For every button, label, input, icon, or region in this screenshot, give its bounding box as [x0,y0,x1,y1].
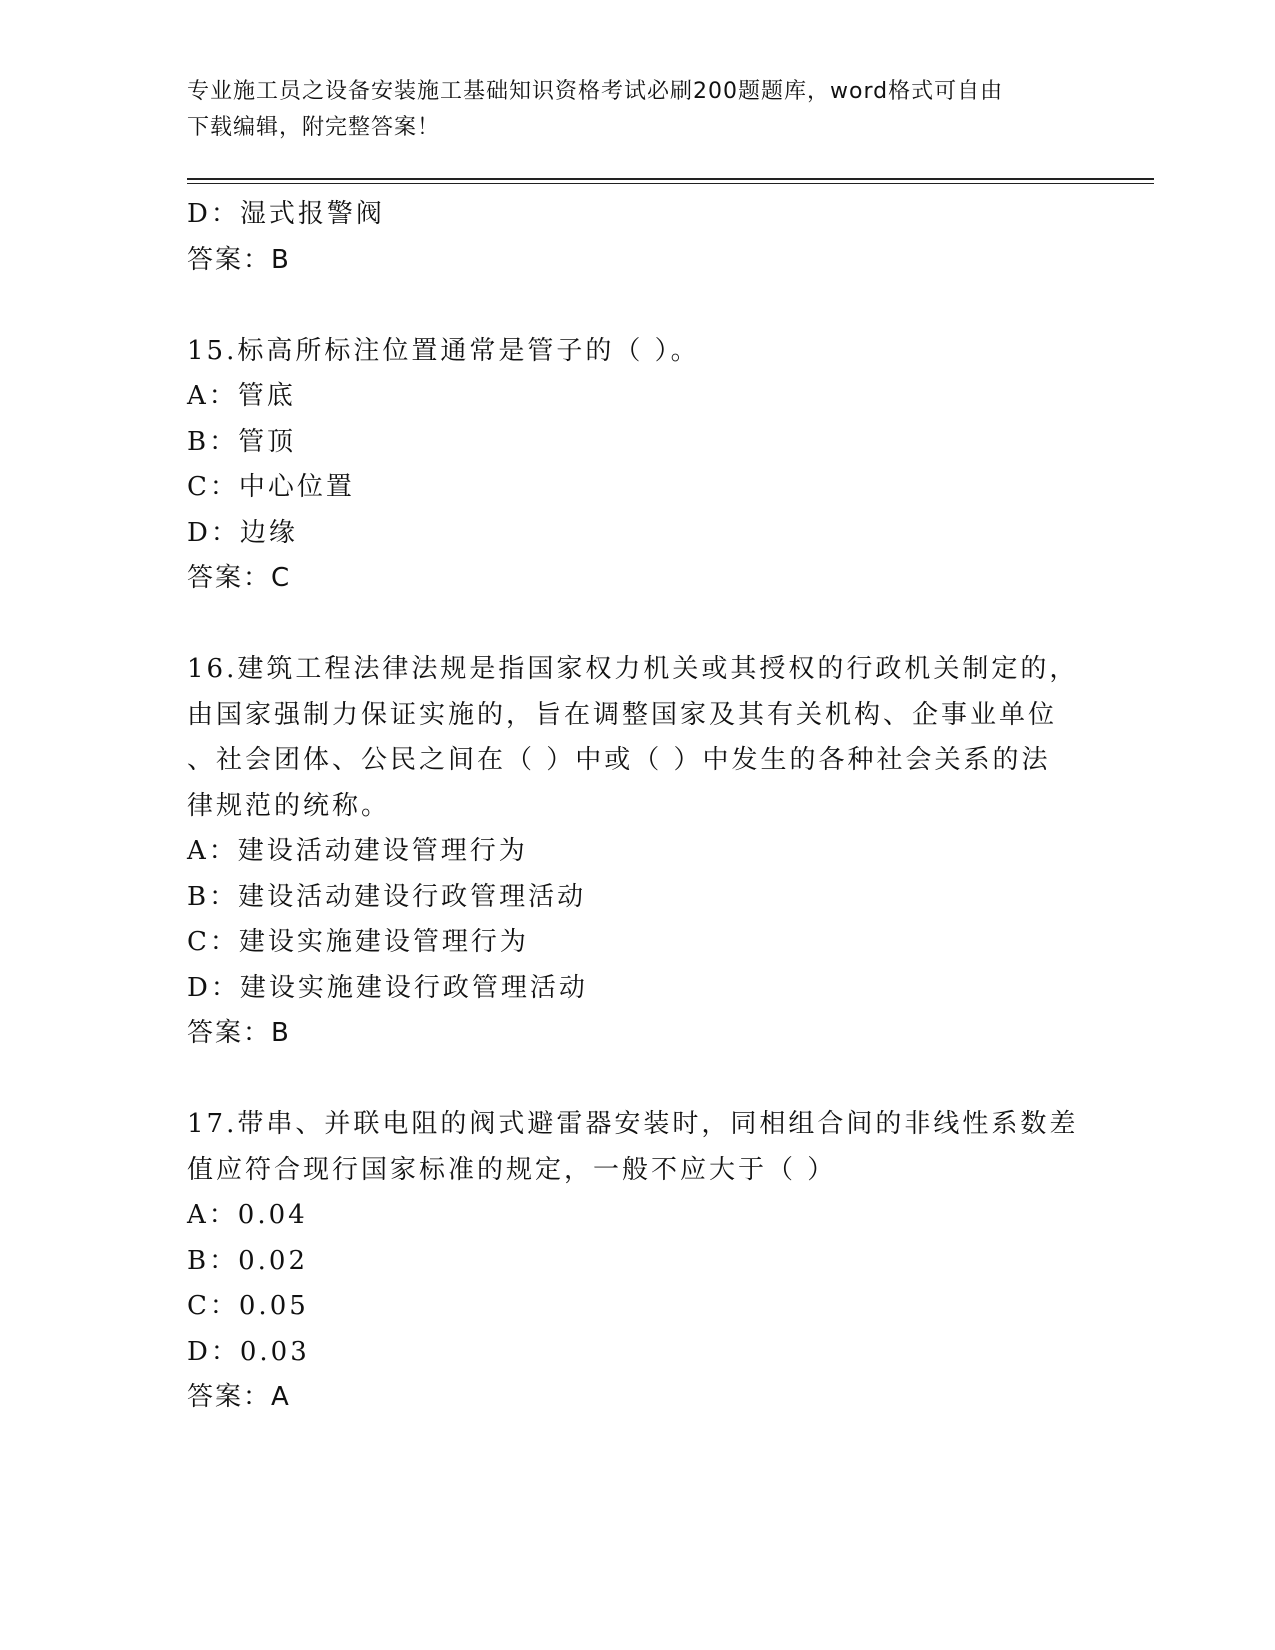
question-16 [187,647,1087,1057]
question-stem-line-2: 值应符合现行国家标准的规定，一般不应大于（ ） [187,1154,837,1185]
question-stem-line-4: 律规范的统称。 [187,790,391,821]
document-header [187,74,1067,146]
answer-line: 答案：C [187,563,292,593]
option-b: B：0.02 [187,1245,308,1276]
answer-line: 答案：B [187,1018,291,1048]
option-b: B：管顶 [187,426,297,457]
question-stem-line-1: 16.建筑工程法律法规是指国家权力机关或其授权的行政机关制定的， [187,654,1079,684]
question-stem-line-3: 、社会团体、公民之间在（ ）中或（ ）中发生的各种社会关系的法 [187,745,1051,775]
question-17 [187,1102,1087,1421]
option-d: D：0.03 [187,1336,310,1367]
option-c: C：0.05 [187,1291,309,1321]
question-stem: 15.标高所标注位置通常是管子的（ ）。 [187,335,700,366]
q14-answer: 答案：B [187,244,291,275]
question-stem-line-1: 17.带串、并联电阻的阀式避雷器安装时，同相组合间的非线性系数差 [187,1109,1079,1139]
option-d: D：边缘 [187,517,298,548]
option-a: A：0.04 [187,1200,308,1230]
option-d: D：建设实施建设行政管理活动 [187,972,588,1003]
question-15 [187,329,1087,602]
header-title-line-1: 专业施工员之设备安装施工基础知识资格考试必刷200题题库，word格式可自由 [187,79,1004,104]
option-a: A：管底 [187,381,296,411]
header-divider-thin [187,183,1154,184]
option-b: B：建设活动建设行政管理活动 [187,881,587,912]
answer-line: 答案：A [187,1382,291,1412]
header-divider [187,178,1154,180]
header-title-line-2: 下载编辑，附完整答案！ [187,115,441,140]
option-a: A：建设活动建设管理行为 [187,836,528,866]
q14-option-d: D：湿式报警阀 [187,199,385,229]
option-c: C：建设实施建设管理行为 [187,927,529,957]
question-list [187,192,1087,1421]
question-stem-line-2: 由国家强制力保证实施的，旨在调整国家及其有关机构、企事业单位 [187,699,1058,730]
option-c: C：中心位置 [187,472,355,502]
